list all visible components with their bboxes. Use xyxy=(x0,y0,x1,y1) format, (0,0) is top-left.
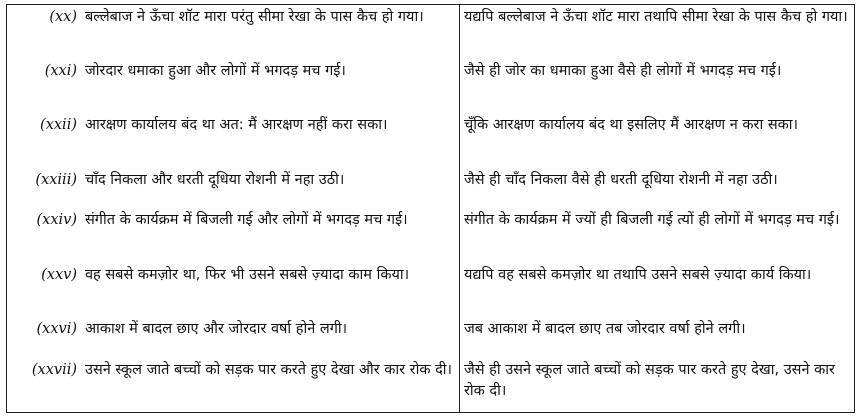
sentence-transformation-table xyxy=(6,4,855,413)
original-sentence: आरक्षण कार्यालय बंद था अत: मैं आरक्षण नहीं करा सका। xyxy=(81,113,460,167)
table-row xyxy=(7,317,854,358)
row-number: (xxv) xyxy=(41,266,77,283)
transformed-sentence: जब आकाश में बादल छाए तब जोरदार वर्षा होने लगी। xyxy=(464,320,746,337)
row-number: (xxii) xyxy=(40,117,77,134)
original-sentence: चाँद निकला और धरती दूधिया रोशनी में नहा उठी। xyxy=(81,168,460,209)
table-row xyxy=(7,208,854,262)
row-number: (xxiv) xyxy=(36,212,77,229)
table-row xyxy=(7,168,854,209)
original-sentence: बल्लेबाज ने ऊँचा शॉट मारा परंतु सीमा रेखा के पास कैच हो गया। xyxy=(81,5,460,59)
transformed-sentence: संगीत के कार्यक्रम में ज्यों ही बिजली गई त्यों ही लोगों में भगदड़ मच गई। xyxy=(464,212,840,229)
original-sentence: उसने स्कूल जाते बच्चों को सड़क पार करते हुए देखा और कार रोक दी। xyxy=(81,358,460,412)
original-sentence: आकाश में बादल छाए और जोरदार वर्षा होने लगी। xyxy=(81,317,460,358)
row-number: (xxiii) xyxy=(35,171,77,188)
sentence-pairs xyxy=(7,5,854,412)
original-sentence: संगीत के कार्यक्रम में बिजली गई और लोगों में भगदड़ मच गई। xyxy=(81,208,460,262)
transformed-sentence: जैसे ही चाँद निकला वैसे ही धरती दूधिया रोशनी में नहा उठी। xyxy=(464,171,778,188)
table-row xyxy=(7,5,854,59)
transformed-sentence: यद्यपि बल्लेबाज ने ऊँचा शॉट मारा तथापि सीमा रेखा के पास कैच हो गया। xyxy=(464,9,848,25)
row-number: (xx) xyxy=(49,9,77,25)
transformed-sentence: जैसे ही जोर का धमाका हुआ वैसे ही लोगों में भगदड़ मच गई। xyxy=(464,63,782,80)
table-row xyxy=(7,113,854,167)
transformed-sentence: चूँकि आरक्षण कार्यालय बंद था इसलिए मैं आरक्षण न करा सका। xyxy=(464,117,799,134)
row-number: (xxi) xyxy=(44,63,77,80)
transformed-sentence: यद्यपि वह सबसे कमज़ोर था तथापि उसने सबसे ज़्यादा कार्य किया। xyxy=(464,266,812,283)
transformed-sentence: जैसे ही उसने स्कूल जाते बच्चों को सड़क पार करते हुए देखा, उसने कार रोक दी। xyxy=(464,361,835,399)
table-row xyxy=(7,263,854,317)
table-row xyxy=(7,59,854,113)
original-sentence: वह सबसे कमज़ोर था, फिर भी उसने सबसे ज़्यादा काम किया। xyxy=(81,263,460,317)
row-number: (xxvi) xyxy=(36,320,77,337)
original-sentence: जोरदार धमाका हुआ और लोगों में भगदड़ मच गई। xyxy=(81,59,460,113)
table-row xyxy=(7,358,854,412)
row-number: (xxvii) xyxy=(31,361,77,378)
